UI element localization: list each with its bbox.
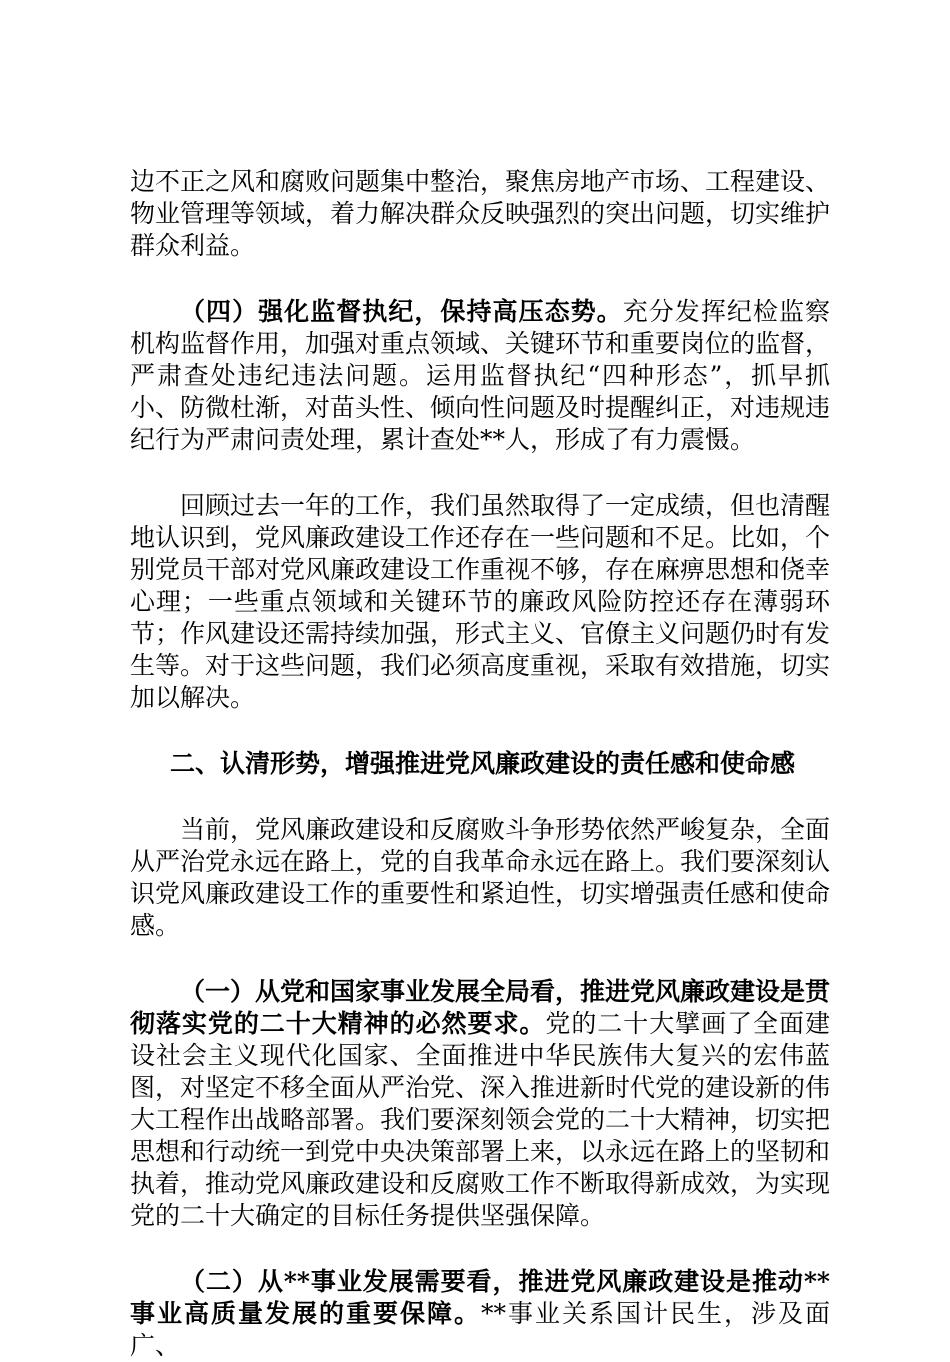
paragraph-text: **事业关系国计民生，涉及面广、 bbox=[130, 1299, 830, 1360]
paragraph-point-one bbox=[130, 976, 830, 1232]
paragraph-situation bbox=[130, 814, 830, 942]
paragraph-review bbox=[130, 490, 830, 714]
paragraph-continuation bbox=[130, 166, 830, 262]
section-heading: 二、认清形势，增强推进党风廉政建设的责任感和使命感 bbox=[170, 749, 796, 778]
paragraph-supervision bbox=[130, 296, 830, 456]
paragraph-lead-bold: （二）从**事业发展需要看，推进党风廉政建设是推动**事业高质量发展的重要保障。 bbox=[130, 1267, 830, 1328]
paragraph-text: 党的二十大擘画了全面建设社会主义现代化国家、全面推进中华民族伟大复兴的宏伟蓝图，对坚定不移全面从严治党、深入推进新时代党的建设新的伟大工程作出战略部署。我们要深刻领会党的二十大精神，切实把思想和行动统一到党中央决策部署上来，以永远在路上的坚韧和执着，推动党风廉政建设和反腐败工作不断取得新成效，为实现党的二十大确定的目标任务提供坚强保障。 bbox=[130, 1009, 831, 1230]
paragraph-point-two bbox=[130, 1266, 830, 1362]
paragraph-text: 充分发挥纪检监察机构监督作用，加强对重点领域、关键环节和重要岗位的监督，严肃查处违纪违法问题。运用监督执纪“四种形态”，抓早抓小、防微杜渐，对苗头性、倾向性问题及时提醒纠正，对违规违纪行为严肃问责处理，累计查处**人，形成了有力震慑。 bbox=[130, 297, 831, 454]
paragraph-lead-bold: （一）从党和国家事业发展全局看，推进党风廉政建设是贯彻落实党的二十大精神的必然要求。 bbox=[130, 977, 831, 1038]
paragraph-text: 当前，党风廉政建设和反腐败斗争形势依然严峻复杂，全面从严治党永远在路上，党的自我革命永远在路上。我们要深刻认识党风廉政建设工作的重要性和紧迫性，切实增强责任感和使命感。 bbox=[130, 815, 831, 940]
paragraph-text: 回顾过去一年的工作，我们虽然取得了一定成绩，但也清醒地认识到，党风廉政建设工作还存在一些问题和不足。比如，个别党员干部对党风廉政建设工作重视不够，存在麻痹思想和侥幸心理；一些重点领域和关键环节的廉政风险防控还存在薄弱环节；作风建设还需持续加强，形式主义、官僚主义问题仍时有发生等。对于这些问题，我们必须高度重视，采取有效措施，切实加以解决。 bbox=[130, 491, 831, 712]
paragraph-lead-bold: （四）强化监督执纪，保持高压态势。 bbox=[180, 297, 623, 326]
document-page bbox=[130, 166, 830, 1362]
paragraph-text: 边不正之风和腐败问题集中整治，聚焦房地产市场、工程建设、物业管理等领域，着力解决群众反映强烈的突出问题，切实维护群众利益。 bbox=[130, 167, 831, 260]
